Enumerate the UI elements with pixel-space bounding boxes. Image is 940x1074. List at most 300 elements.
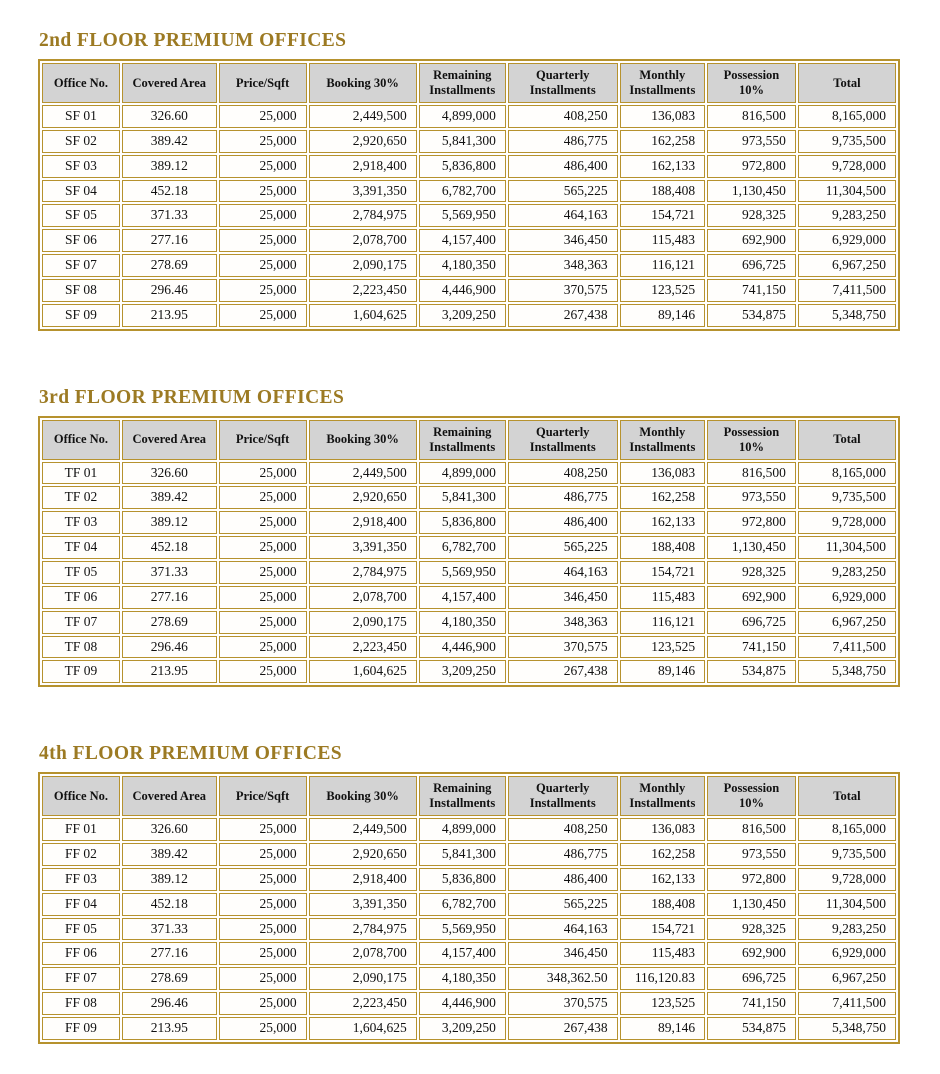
cell-remaining-installments: 5,841,300 bbox=[419, 130, 506, 153]
cell-price-sqft: 25,000 bbox=[219, 918, 307, 941]
cell-quarterly-installments: 408,250 bbox=[508, 818, 618, 841]
cell-total: 6,967,250 bbox=[798, 967, 896, 990]
table-row bbox=[42, 130, 896, 153]
table-header bbox=[42, 776, 896, 816]
cell-possession-10: 692,900 bbox=[707, 586, 796, 609]
cell-total: 7,411,500 bbox=[798, 992, 896, 1015]
cell-remaining-installments: 6,782,700 bbox=[419, 893, 506, 916]
table-row bbox=[42, 611, 896, 634]
cell-price-sqft: 25,000 bbox=[219, 967, 307, 990]
cell-remaining-installments: 4,899,000 bbox=[419, 105, 506, 128]
cell-price-sqft: 25,000 bbox=[219, 279, 307, 302]
cell-price-sqft: 25,000 bbox=[219, 818, 307, 841]
cell-remaining-installments: 4,446,900 bbox=[419, 992, 506, 1015]
header-remaining-installments: Remaining Installments bbox=[419, 776, 506, 816]
cell-possession-10: 972,800 bbox=[707, 511, 796, 534]
table-row bbox=[42, 818, 896, 841]
cell-total: 5,348,750 bbox=[798, 1017, 896, 1040]
cell-price-sqft: 25,000 bbox=[219, 204, 307, 227]
cell-covered-area: 296.46 bbox=[122, 279, 217, 302]
cell-booking-30: 2,090,175 bbox=[309, 611, 417, 634]
header-office-no: Office No. bbox=[42, 63, 120, 103]
cell-quarterly-installments: 486,400 bbox=[508, 868, 618, 891]
cell-quarterly-installments: 464,163 bbox=[508, 204, 618, 227]
header-total: Total bbox=[798, 420, 896, 460]
cell-total: 6,967,250 bbox=[798, 611, 896, 634]
table-row bbox=[42, 511, 896, 534]
cell-booking-30: 2,090,175 bbox=[309, 254, 417, 277]
cell-possession-10: 534,875 bbox=[707, 304, 796, 327]
cell-monthly-installments: 136,083 bbox=[620, 818, 705, 841]
cell-quarterly-installments: 267,438 bbox=[508, 660, 618, 683]
cell-office-no: SF 05 bbox=[42, 204, 120, 227]
cell-covered-area: 389.12 bbox=[122, 868, 217, 891]
cell-remaining-installments: 3,209,250 bbox=[419, 660, 506, 683]
cell-total: 11,304,500 bbox=[798, 180, 896, 203]
section-2nd-floor bbox=[38, 30, 900, 331]
offices-table-4th-floor bbox=[38, 772, 900, 1044]
cell-office-no: TF 05 bbox=[42, 561, 120, 584]
cell-office-no: TF 03 bbox=[42, 511, 120, 534]
cell-monthly-installments: 162,258 bbox=[620, 843, 705, 866]
header-possession-10: Possession 10% bbox=[707, 420, 796, 460]
header-booking-30: Booking 30% bbox=[309, 420, 417, 460]
header-price-sqft: Price/Sqft bbox=[219, 63, 307, 103]
cell-office-no: FF 06 bbox=[42, 942, 120, 965]
table-row bbox=[42, 893, 896, 916]
cell-covered-area: 277.16 bbox=[122, 586, 217, 609]
header-total: Total bbox=[798, 63, 896, 103]
cell-covered-area: 371.33 bbox=[122, 918, 217, 941]
cell-price-sqft: 25,000 bbox=[219, 942, 307, 965]
table-header bbox=[42, 63, 896, 103]
cell-total: 5,348,750 bbox=[798, 660, 896, 683]
cell-monthly-installments: 123,525 bbox=[620, 992, 705, 1015]
cell-quarterly-installments: 408,250 bbox=[508, 462, 618, 485]
cell-total: 7,411,500 bbox=[798, 636, 896, 659]
cell-booking-30: 2,078,700 bbox=[309, 942, 417, 965]
cell-booking-30: 2,449,500 bbox=[309, 105, 417, 128]
cell-monthly-installments: 115,483 bbox=[620, 229, 705, 252]
cell-quarterly-installments: 346,450 bbox=[508, 942, 618, 965]
cell-office-no: SF 01 bbox=[42, 105, 120, 128]
table-body bbox=[42, 105, 896, 327]
cell-covered-area: 278.69 bbox=[122, 254, 217, 277]
cell-possession-10: 928,325 bbox=[707, 561, 796, 584]
cell-booking-30: 1,604,625 bbox=[309, 1017, 417, 1040]
cell-price-sqft: 25,000 bbox=[219, 304, 307, 327]
cell-quarterly-installments: 370,575 bbox=[508, 279, 618, 302]
cell-remaining-installments: 4,180,350 bbox=[419, 611, 506, 634]
table-row bbox=[42, 918, 896, 941]
header-possession-10: Possession 10% bbox=[707, 63, 796, 103]
cell-quarterly-installments: 348,363 bbox=[508, 254, 618, 277]
cell-total: 9,728,000 bbox=[798, 511, 896, 534]
cell-covered-area: 389.42 bbox=[122, 486, 217, 509]
cell-total: 9,283,250 bbox=[798, 918, 896, 941]
cell-monthly-installments: 136,083 bbox=[620, 105, 705, 128]
cell-booking-30: 2,078,700 bbox=[309, 586, 417, 609]
table-row bbox=[42, 486, 896, 509]
cell-office-no: SF 08 bbox=[42, 279, 120, 302]
cell-monthly-installments: 116,120.83 bbox=[620, 967, 705, 990]
cell-total: 9,283,250 bbox=[798, 204, 896, 227]
header-booking-30: Booking 30% bbox=[309, 63, 417, 103]
header-monthly-installments: Monthly Installments bbox=[620, 776, 705, 816]
cell-covered-area: 389.42 bbox=[122, 130, 217, 153]
cell-office-no: SF 09 bbox=[42, 304, 120, 327]
cell-price-sqft: 25,000 bbox=[219, 660, 307, 683]
cell-price-sqft: 25,000 bbox=[219, 843, 307, 866]
cell-monthly-installments: 162,133 bbox=[620, 511, 705, 534]
table-row bbox=[42, 279, 896, 302]
section-3rd-floor bbox=[38, 387, 900, 688]
cell-covered-area: 371.33 bbox=[122, 561, 217, 584]
table-row bbox=[42, 636, 896, 659]
cell-possession-10: 534,875 bbox=[707, 660, 796, 683]
section-4th-floor bbox=[38, 743, 900, 1044]
cell-possession-10: 696,725 bbox=[707, 254, 796, 277]
cell-possession-10: 696,725 bbox=[707, 611, 796, 634]
cell-possession-10: 972,800 bbox=[707, 155, 796, 178]
cell-booking-30: 1,604,625 bbox=[309, 304, 417, 327]
cell-covered-area: 389.12 bbox=[122, 155, 217, 178]
cell-remaining-installments: 4,157,400 bbox=[419, 942, 506, 965]
cell-quarterly-installments: 464,163 bbox=[508, 561, 618, 584]
table-header bbox=[42, 420, 896, 460]
cell-quarterly-installments: 346,450 bbox=[508, 229, 618, 252]
cell-office-no: SF 04 bbox=[42, 180, 120, 203]
table-row bbox=[42, 229, 896, 252]
cell-remaining-installments: 4,446,900 bbox=[419, 636, 506, 659]
cell-total: 6,929,000 bbox=[798, 229, 896, 252]
header-remaining-installments: Remaining Installments bbox=[419, 63, 506, 103]
cell-monthly-installments: 123,525 bbox=[620, 279, 705, 302]
cell-booking-30: 1,604,625 bbox=[309, 660, 417, 683]
cell-monthly-installments: 162,258 bbox=[620, 486, 705, 509]
cell-covered-area: 326.60 bbox=[122, 105, 217, 128]
cell-remaining-installments: 5,836,800 bbox=[419, 155, 506, 178]
cell-remaining-installments: 4,180,350 bbox=[419, 254, 506, 277]
cell-price-sqft: 25,000 bbox=[219, 561, 307, 584]
cell-price-sqft: 25,000 bbox=[219, 868, 307, 891]
cell-monthly-installments: 116,121 bbox=[620, 254, 705, 277]
cell-covered-area: 277.16 bbox=[122, 229, 217, 252]
cell-covered-area: 278.69 bbox=[122, 611, 217, 634]
cell-possession-10: 973,550 bbox=[707, 130, 796, 153]
header-quarterly-installments: Quarterly Installments bbox=[508, 63, 618, 103]
cell-total: 8,165,000 bbox=[798, 818, 896, 841]
table-row bbox=[42, 561, 896, 584]
header-price-sqft: Price/Sqft bbox=[219, 420, 307, 460]
cell-office-no: SF 07 bbox=[42, 254, 120, 277]
cell-total: 8,165,000 bbox=[798, 105, 896, 128]
cell-price-sqft: 25,000 bbox=[219, 893, 307, 916]
cell-price-sqft: 25,000 bbox=[219, 462, 307, 485]
table-row bbox=[42, 843, 896, 866]
cell-quarterly-installments: 348,363 bbox=[508, 611, 618, 634]
section-title-2nd-floor: 2nd FLOOR PREMIUM OFFICES bbox=[39, 30, 347, 51]
header-row bbox=[42, 63, 896, 103]
cell-remaining-installments: 3,209,250 bbox=[419, 304, 506, 327]
offices-table-2nd-floor bbox=[38, 59, 900, 331]
header-monthly-installments: Monthly Installments bbox=[620, 63, 705, 103]
cell-quarterly-installments: 565,225 bbox=[508, 536, 618, 559]
cell-covered-area: 213.95 bbox=[122, 1017, 217, 1040]
cell-covered-area: 213.95 bbox=[122, 304, 217, 327]
table-row bbox=[42, 254, 896, 277]
cell-total: 7,411,500 bbox=[798, 279, 896, 302]
cell-quarterly-installments: 486,775 bbox=[508, 130, 618, 153]
cell-possession-10: 692,900 bbox=[707, 229, 796, 252]
cell-possession-10: 816,500 bbox=[707, 462, 796, 485]
cell-booking-30: 2,078,700 bbox=[309, 229, 417, 252]
cell-covered-area: 371.33 bbox=[122, 204, 217, 227]
cell-remaining-installments: 4,899,000 bbox=[419, 462, 506, 485]
cell-total: 6,967,250 bbox=[798, 254, 896, 277]
cell-quarterly-installments: 370,575 bbox=[508, 992, 618, 1015]
cell-total: 11,304,500 bbox=[798, 536, 896, 559]
table-row bbox=[42, 992, 896, 1015]
cell-booking-30: 2,920,650 bbox=[309, 843, 417, 866]
cell-remaining-installments: 6,782,700 bbox=[419, 180, 506, 203]
cell-total: 6,929,000 bbox=[798, 942, 896, 965]
cell-price-sqft: 25,000 bbox=[219, 254, 307, 277]
offices-table-3rd-floor bbox=[38, 416, 900, 688]
cell-office-no: FF 04 bbox=[42, 893, 120, 916]
header-quarterly-installments: Quarterly Installments bbox=[508, 776, 618, 816]
cell-possession-10: 816,500 bbox=[707, 818, 796, 841]
header-office-no: Office No. bbox=[42, 420, 120, 460]
cell-price-sqft: 25,000 bbox=[219, 992, 307, 1015]
cell-booking-30: 3,391,350 bbox=[309, 893, 417, 916]
cell-total: 11,304,500 bbox=[798, 893, 896, 916]
cell-office-no: FF 05 bbox=[42, 918, 120, 941]
cell-monthly-installments: 115,483 bbox=[620, 942, 705, 965]
header-monthly-installments: Monthly Installments bbox=[620, 420, 705, 460]
cell-price-sqft: 25,000 bbox=[219, 105, 307, 128]
cell-quarterly-installments: 348,362.50 bbox=[508, 967, 618, 990]
cell-covered-area: 389.12 bbox=[122, 511, 217, 534]
cell-remaining-installments: 4,157,400 bbox=[419, 586, 506, 609]
cell-office-no: TF 01 bbox=[42, 462, 120, 485]
cell-covered-area: 326.60 bbox=[122, 462, 217, 485]
cell-covered-area: 452.18 bbox=[122, 893, 217, 916]
cell-quarterly-installments: 464,163 bbox=[508, 918, 618, 941]
cell-remaining-installments: 5,569,950 bbox=[419, 561, 506, 584]
cell-booking-30: 2,449,500 bbox=[309, 818, 417, 841]
cell-office-no: TF 07 bbox=[42, 611, 120, 634]
cell-booking-30: 2,784,975 bbox=[309, 204, 417, 227]
cell-possession-10: 696,725 bbox=[707, 967, 796, 990]
cell-total: 9,283,250 bbox=[798, 561, 896, 584]
cell-total: 6,929,000 bbox=[798, 586, 896, 609]
header-row bbox=[42, 420, 896, 460]
cell-office-no: FF 03 bbox=[42, 868, 120, 891]
table-row bbox=[42, 105, 896, 128]
cell-possession-10: 741,150 bbox=[707, 992, 796, 1015]
cell-covered-area: 452.18 bbox=[122, 180, 217, 203]
cell-possession-10: 692,900 bbox=[707, 942, 796, 965]
header-office-no: Office No. bbox=[42, 776, 120, 816]
cell-remaining-installments: 5,836,800 bbox=[419, 511, 506, 534]
cell-remaining-installments: 5,569,950 bbox=[419, 918, 506, 941]
cell-price-sqft: 25,000 bbox=[219, 536, 307, 559]
cell-office-no: TF 04 bbox=[42, 536, 120, 559]
cell-office-no: TF 08 bbox=[42, 636, 120, 659]
cell-price-sqft: 25,000 bbox=[219, 1017, 307, 1040]
cell-monthly-installments: 116,121 bbox=[620, 611, 705, 634]
cell-covered-area: 213.95 bbox=[122, 660, 217, 683]
cell-remaining-installments: 4,180,350 bbox=[419, 967, 506, 990]
cell-covered-area: 277.16 bbox=[122, 942, 217, 965]
header-quarterly-installments: Quarterly Installments bbox=[508, 420, 618, 460]
cell-booking-30: 2,449,500 bbox=[309, 462, 417, 485]
cell-monthly-installments: 188,408 bbox=[620, 893, 705, 916]
cell-covered-area: 326.60 bbox=[122, 818, 217, 841]
cell-monthly-installments: 89,146 bbox=[620, 660, 705, 683]
cell-possession-10: 1,130,450 bbox=[707, 536, 796, 559]
table-row bbox=[42, 868, 896, 891]
cell-quarterly-installments: 267,438 bbox=[508, 1017, 618, 1040]
table-row bbox=[42, 660, 896, 683]
cell-office-no: SF 02 bbox=[42, 130, 120, 153]
table-row bbox=[42, 304, 896, 327]
header-covered-area: Covered Area bbox=[122, 63, 217, 103]
table-row bbox=[42, 536, 896, 559]
header-covered-area: Covered Area bbox=[122, 420, 217, 460]
cell-booking-30: 3,391,350 bbox=[309, 536, 417, 559]
cell-monthly-installments: 89,146 bbox=[620, 1017, 705, 1040]
table-body bbox=[42, 462, 896, 684]
cell-monthly-installments: 154,721 bbox=[620, 561, 705, 584]
cell-remaining-installments: 5,841,300 bbox=[419, 843, 506, 866]
cell-remaining-installments: 4,446,900 bbox=[419, 279, 506, 302]
table-row bbox=[42, 1017, 896, 1040]
table-body bbox=[42, 818, 896, 1040]
cell-quarterly-installments: 346,450 bbox=[508, 586, 618, 609]
cell-monthly-installments: 154,721 bbox=[620, 918, 705, 941]
cell-monthly-installments: 115,483 bbox=[620, 586, 705, 609]
cell-covered-area: 278.69 bbox=[122, 967, 217, 990]
cell-booking-30: 2,920,650 bbox=[309, 486, 417, 509]
cell-quarterly-installments: 408,250 bbox=[508, 105, 618, 128]
cell-price-sqft: 25,000 bbox=[219, 486, 307, 509]
cell-price-sqft: 25,000 bbox=[219, 130, 307, 153]
cell-possession-10: 928,325 bbox=[707, 204, 796, 227]
cell-possession-10: 534,875 bbox=[707, 1017, 796, 1040]
cell-office-no: TF 06 bbox=[42, 586, 120, 609]
cell-office-no: FF 02 bbox=[42, 843, 120, 866]
cell-quarterly-installments: 486,775 bbox=[508, 843, 618, 866]
cell-monthly-installments: 162,133 bbox=[620, 155, 705, 178]
table-row bbox=[42, 180, 896, 203]
cell-quarterly-installments: 486,400 bbox=[508, 511, 618, 534]
cell-monthly-installments: 123,525 bbox=[620, 636, 705, 659]
cell-total: 9,728,000 bbox=[798, 868, 896, 891]
cell-remaining-installments: 6,782,700 bbox=[419, 536, 506, 559]
cell-possession-10: 928,325 bbox=[707, 918, 796, 941]
table-row bbox=[42, 967, 896, 990]
section-title-3rd-floor: 3rd FLOOR PREMIUM OFFICES bbox=[39, 386, 345, 408]
cell-monthly-installments: 162,258 bbox=[620, 130, 705, 153]
header-covered-area: Covered Area bbox=[122, 776, 217, 816]
section-title-4th-floor: 4th FLOOR PREMIUM OFFICES bbox=[39, 743, 343, 765]
cell-booking-30: 2,918,400 bbox=[309, 868, 417, 891]
cell-office-no: TF 09 bbox=[42, 660, 120, 683]
cell-quarterly-installments: 370,575 bbox=[508, 636, 618, 659]
header-remaining-installments: Remaining Installments bbox=[419, 420, 506, 460]
cell-possession-10: 973,550 bbox=[707, 486, 796, 509]
cell-possession-10: 741,150 bbox=[707, 636, 796, 659]
cell-monthly-installments: 89,146 bbox=[620, 304, 705, 327]
cell-remaining-installments: 5,841,300 bbox=[419, 486, 506, 509]
cell-total: 5,348,750 bbox=[798, 304, 896, 327]
cell-booking-30: 2,223,450 bbox=[309, 636, 417, 659]
table-row bbox=[42, 462, 896, 485]
cell-remaining-installments: 4,157,400 bbox=[419, 229, 506, 252]
cell-office-no: SF 03 bbox=[42, 155, 120, 178]
table-row bbox=[42, 942, 896, 965]
cell-office-no: SF 06 bbox=[42, 229, 120, 252]
cell-booking-30: 3,391,350 bbox=[309, 180, 417, 203]
cell-booking-30: 2,918,400 bbox=[309, 155, 417, 178]
cell-possession-10: 741,150 bbox=[707, 279, 796, 302]
cell-price-sqft: 25,000 bbox=[219, 155, 307, 178]
cell-remaining-installments: 3,209,250 bbox=[419, 1017, 506, 1040]
header-possession-10: Possession 10% bbox=[707, 776, 796, 816]
cell-possession-10: 1,130,450 bbox=[707, 180, 796, 203]
table-row bbox=[42, 204, 896, 227]
cell-possession-10: 1,130,450 bbox=[707, 893, 796, 916]
cell-quarterly-installments: 565,225 bbox=[508, 893, 618, 916]
cell-monthly-installments: 136,083 bbox=[620, 462, 705, 485]
cell-price-sqft: 25,000 bbox=[219, 180, 307, 203]
cell-total: 9,735,500 bbox=[798, 843, 896, 866]
cell-monthly-installments: 188,408 bbox=[620, 180, 705, 203]
cell-possession-10: 973,550 bbox=[707, 843, 796, 866]
cell-remaining-installments: 5,836,800 bbox=[419, 868, 506, 891]
cell-office-no: FF 08 bbox=[42, 992, 120, 1015]
cell-remaining-installments: 4,899,000 bbox=[419, 818, 506, 841]
cell-price-sqft: 25,000 bbox=[219, 229, 307, 252]
cell-quarterly-installments: 565,225 bbox=[508, 180, 618, 203]
cell-price-sqft: 25,000 bbox=[219, 511, 307, 534]
cell-office-no: TF 02 bbox=[42, 486, 120, 509]
cell-monthly-installments: 162,133 bbox=[620, 868, 705, 891]
cell-price-sqft: 25,000 bbox=[219, 636, 307, 659]
cell-office-no: FF 01 bbox=[42, 818, 120, 841]
cell-total: 9,728,000 bbox=[798, 155, 896, 178]
cell-quarterly-installments: 486,775 bbox=[508, 486, 618, 509]
cell-total: 9,735,500 bbox=[798, 130, 896, 153]
cell-booking-30: 2,920,650 bbox=[309, 130, 417, 153]
header-row bbox=[42, 776, 896, 816]
cell-monthly-installments: 188,408 bbox=[620, 536, 705, 559]
cell-total: 8,165,000 bbox=[798, 462, 896, 485]
cell-booking-30: 2,918,400 bbox=[309, 511, 417, 534]
cell-possession-10: 816,500 bbox=[707, 105, 796, 128]
header-total: Total bbox=[798, 776, 896, 816]
cell-monthly-installments: 154,721 bbox=[620, 204, 705, 227]
cell-quarterly-installments: 267,438 bbox=[508, 304, 618, 327]
cell-booking-30: 2,223,450 bbox=[309, 992, 417, 1015]
cell-quarterly-installments: 486,400 bbox=[508, 155, 618, 178]
cell-possession-10: 972,800 bbox=[707, 868, 796, 891]
cell-remaining-installments: 5,569,950 bbox=[419, 204, 506, 227]
cell-total: 9,735,500 bbox=[798, 486, 896, 509]
cell-office-no: FF 09 bbox=[42, 1017, 120, 1040]
